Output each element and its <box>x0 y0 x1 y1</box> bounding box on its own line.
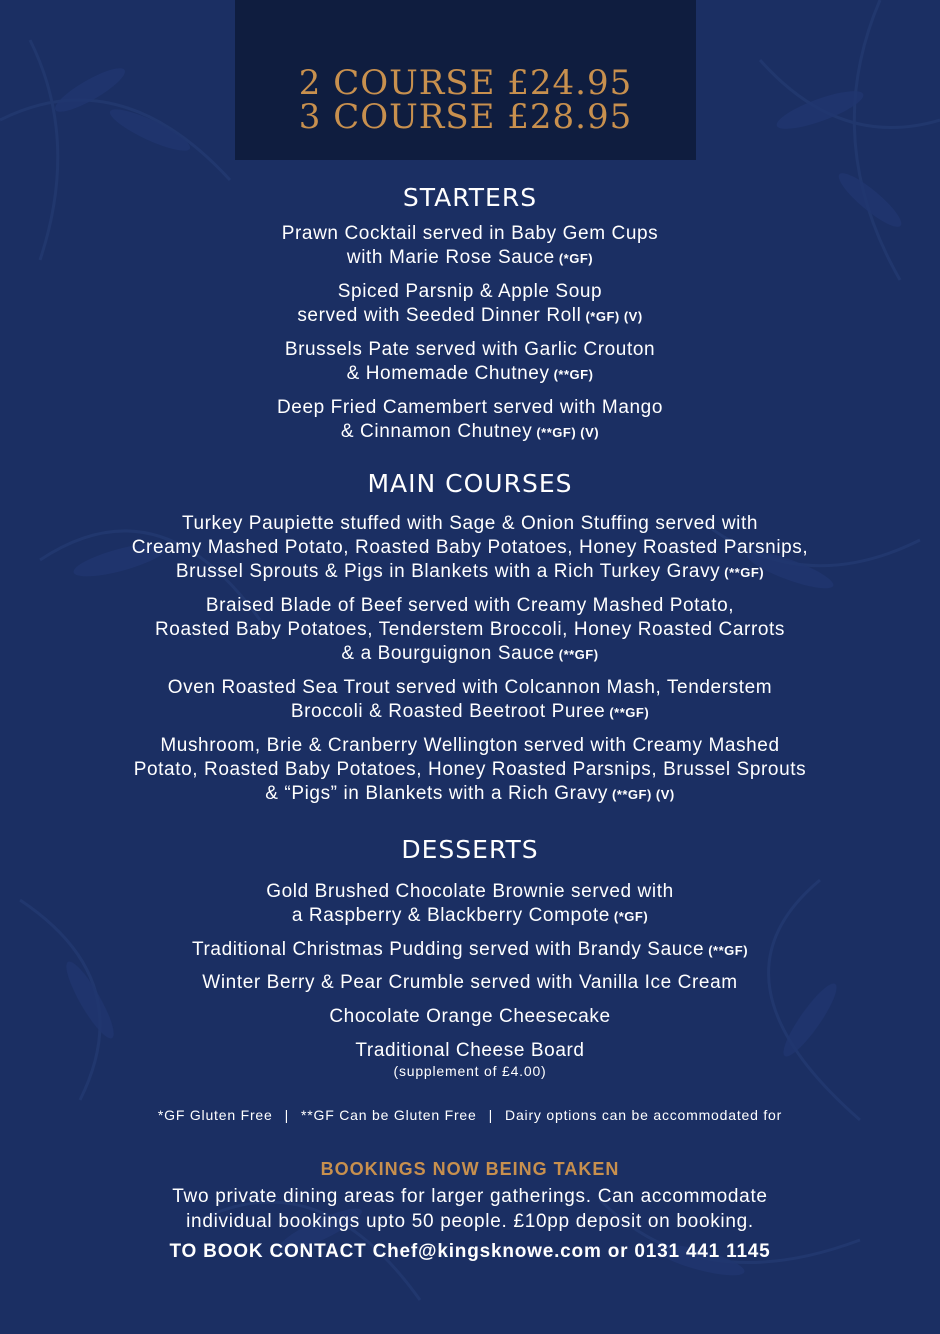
item-line: & Cinnamon Chutney <box>340 421 533 442</box>
item-line: served with Seeded Dinner Roll <box>297 305 582 326</box>
two-course-price: 2 COURSE £24.95 <box>298 63 633 103</box>
item-line: Traditional Christmas Pudding served with Brandy Sauce <box>191 939 705 960</box>
dietary-tags: (*GF) (V) <box>585 309 643 324</box>
starter-item <box>60 338 880 387</box>
item-line: & Homemade Chutney <box>346 363 550 384</box>
legend-separator: | <box>488 1107 494 1123</box>
dessert-item <box>60 971 880 995</box>
three-course-price: 3 COURSE £28.95 <box>298 97 633 137</box>
item-line: Spiced Parsnip & Apple Soup <box>337 281 603 302</box>
bookings-line: individual bookings upto 50 people. £10pp deposit on booking. <box>186 1211 754 1232</box>
legend-separator: | <box>284 1107 290 1123</box>
item-line: Turkey Paupiette stuffed with Sage & Onion Stuffing served with <box>181 513 759 534</box>
item-line: Mushroom, Brie & Cranberry Wellington served with Creamy Mashed <box>160 735 780 756</box>
item-line: Gold Brushed Chocolate Brownie served with <box>266 881 674 902</box>
item-line: with Marie Rose Sauce <box>346 247 555 268</box>
item-line: Winter Berry & Pear Crumble served with Vanilla Ice Cream <box>202 972 738 993</box>
item-line: Prawn Cocktail served in Baby Gem Cups <box>281 223 659 244</box>
main-item <box>60 734 880 807</box>
main-courses-heading: MAIN COURSES <box>367 469 573 498</box>
desserts-heading: DESSERTS <box>401 835 539 864</box>
dietary-tags: (*GF) <box>613 909 649 924</box>
item-line: Braised Blade of Beef served with Creamy Mashed Potato, <box>205 595 735 616</box>
legend-gf: *GF Gluten Free <box>157 1107 273 1123</box>
item-line: Traditional Cheese Board <box>355 1040 585 1061</box>
price-box <box>235 0 696 160</box>
dietary-tags: (**GF) (V) <box>536 425 600 440</box>
item-line: Brussel Sprouts & Pigs in Blankets with a Rich Turkey Gravy <box>175 561 721 582</box>
starter-item <box>60 396 880 445</box>
item-line: Potato, Roasted Baby Potatoes, Honey Roasted Parsnips, Brussel Sprouts <box>133 759 807 780</box>
starter-item <box>60 222 880 271</box>
main-item <box>60 512 880 585</box>
dietary-tags: (**GF) <box>708 943 749 958</box>
dietary-tags: (**GF) <box>609 705 650 720</box>
dessert-item <box>60 938 880 963</box>
dietary-legend <box>0 1107 940 1123</box>
main-item <box>60 676 880 725</box>
bookings-heading: BOOKINGS NOW BEING TAKEN <box>320 1159 620 1179</box>
starter-item <box>60 280 880 329</box>
bookings-description <box>0 1184 940 1234</box>
dietary-tags: (**GF) <box>553 367 594 382</box>
legend-dairy: Dairy options can be accommodated for <box>505 1107 783 1123</box>
dietary-tags: (**GF) <box>558 647 599 662</box>
dietary-tags: (**GF) <box>724 565 765 580</box>
item-line: Deep Fried Camembert served with Mango <box>276 397 664 418</box>
item-line: & a Bourguignon Sauce <box>341 643 555 664</box>
item-line: Chocolate Orange Cheesecake <box>329 1006 611 1027</box>
dessert-item <box>60 1005 880 1029</box>
supplement-note: (supplement of £4.00) <box>393 1063 547 1079</box>
dessert-item <box>60 1039 880 1079</box>
legend-can-be-gf: **GF Can be Gluten Free <box>301 1107 477 1123</box>
item-line: Brussels Pate served with Garlic Crouton <box>284 339 656 360</box>
item-line: Roasted Baby Potatoes, Tenderstem Broccoli, Honey Roasted Carrots <box>154 619 786 640</box>
item-line: & “Pigs” in Blankets with a Rich Gravy <box>265 783 608 804</box>
main-item <box>60 594 880 667</box>
item-line: Creamy Mashed Potato, Roasted Baby Potatoes, Honey Roasted Parsnips, <box>131 537 809 558</box>
item-line: Broccoli & Roasted Beetroot Puree <box>290 701 606 722</box>
starters-heading: STARTERS <box>402 183 538 212</box>
bookings-line: Two private dining areas for larger gatherings. Can accommodate <box>172 1186 768 1207</box>
dessert-item <box>60 880 880 929</box>
item-line: a Raspberry & Blackberry Compote <box>291 905 610 926</box>
dietary-tags: (**GF) (V) <box>611 787 675 802</box>
dietary-tags: (*GF) <box>558 251 594 266</box>
booking-contact: TO BOOK CONTACT Chef@kingsknowe.com or 0131 441 1145 <box>169 1241 771 1262</box>
item-line: Oven Roasted Sea Trout served with Colcannon Mash, Tenderstem <box>167 677 773 698</box>
